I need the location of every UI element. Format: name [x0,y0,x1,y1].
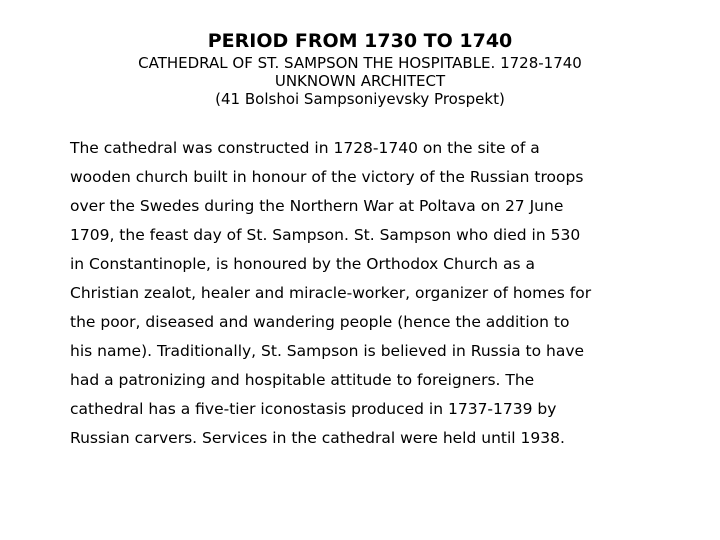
paragraph-line: The cathedral was constructed in 1728-1740 on the site of a [70,139,540,157]
slide-title: PERIOD FROM 1730 TO 1740 [207,30,513,52]
paragraph-line: had a patronizing and hospitable attitude to foreigners. The [70,371,535,389]
address-line: (41 Bolshoi Sampsoniyevsky Prospekt) [215,90,505,108]
paragraph-line: over the Swedes during the Northern War at Poltava on 27 June [70,197,564,215]
paragraph-line: cathedral has a five-tier iconostasis produced in 1737-1739 by [70,400,557,418]
paragraph-line: wooden church built in honour of the victory of the Russian troops [70,168,584,186]
paragraph-line: his name). Traditionally, St. Sampson is believed in Russia to have [70,342,585,360]
paragraph-line: 1709, the feast day of St. Sampson. St. Sampson who died in 530 [70,226,581,244]
description-paragraph [70,134,710,453]
paragraph-line: the poor, diseased and wandering people (hence the addition to [70,313,570,331]
slide-header [0,28,720,108]
architect-line: UNKNOWN ARCHITECT [274,72,446,90]
paragraph-line: Christian zealot, healer and miracle-worker, organizer of homes for [70,284,592,302]
paragraph-line: Russian carvers. Services in the cathedral were held until 1938. [70,429,565,447]
paragraph-line: in Constantinople, is honoured by the Orthodox Church as a [70,255,535,273]
cathedral-name: CATHEDRAL OF ST. SAMPSON THE HOSPITABLE. 1728-1740 [138,54,582,72]
